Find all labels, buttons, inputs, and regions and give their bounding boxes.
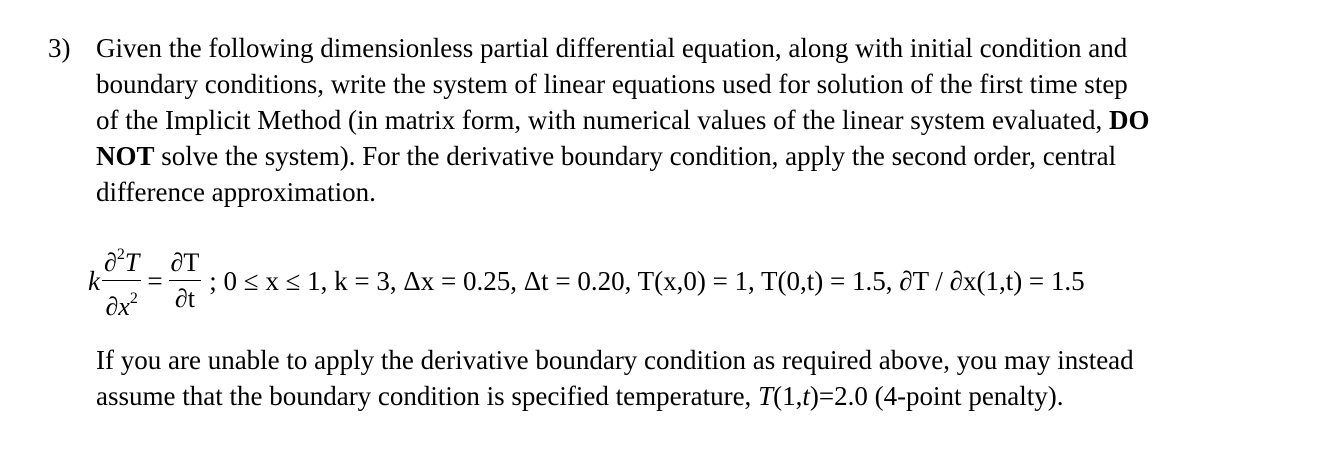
statement-line-5: difference approximation. <box>96 177 376 207</box>
pde-equation <box>88 236 1085 326</box>
equation-k: k <box>88 265 100 296</box>
time-derivative-numerator: ∂T <box>169 247 202 281</box>
emphasis-not: NOT <box>96 141 155 171</box>
problem-statement <box>96 30 1296 210</box>
time-derivative-fraction <box>169 247 202 315</box>
emphasis-do: DO <box>1108 105 1150 135</box>
equation-conditions: ; 0 ≤ x ≤ 1, k = 3, Δx = 0.25, Δt = 0.20, T(x,0) = 1, T(0,t) = 1.5, ∂T / ∂x(1,t) = 1.5 <box>209 265 1085 296</box>
equals-sign: = <box>147 265 163 296</box>
alternative-line-2: assume that the boundary condition is specified temperature, T(1,t)=2.0 (4-point penalty). <box>96 381 1064 411</box>
alternative-instruction <box>96 342 1296 414</box>
alternative-line-1: If you are unable to apply the derivative boundary condition as required above, you may instead <box>96 345 1134 375</box>
second-derivative-numerator: ∂$^2$T <box>102 239 141 281</box>
statement-line-1: Given the following dimensionless partial differential equation, along with initial condition and <box>96 33 1128 63</box>
statement-line-3-text: of the Implicit Method (in matrix form, with numerical values of the linear system evaluated, <box>96 105 1109 135</box>
time-derivative-denominator: ∂t <box>174 284 195 313</box>
statement-line-4 <box>96 138 1296 174</box>
second-derivative-fraction <box>102 239 141 323</box>
statement-line-2: boundary conditions, write the system of linear equations used for solution of the first time step <box>96 69 1128 99</box>
problem-number: 3) <box>48 33 71 63</box>
second-derivative-denominator: $\partial x^2$ <box>105 290 138 321</box>
statement-line-3 <box>96 102 1296 138</box>
statement-line-4-text: solve the system). For the derivative boundary condition, apply the second order, central <box>154 141 1117 171</box>
